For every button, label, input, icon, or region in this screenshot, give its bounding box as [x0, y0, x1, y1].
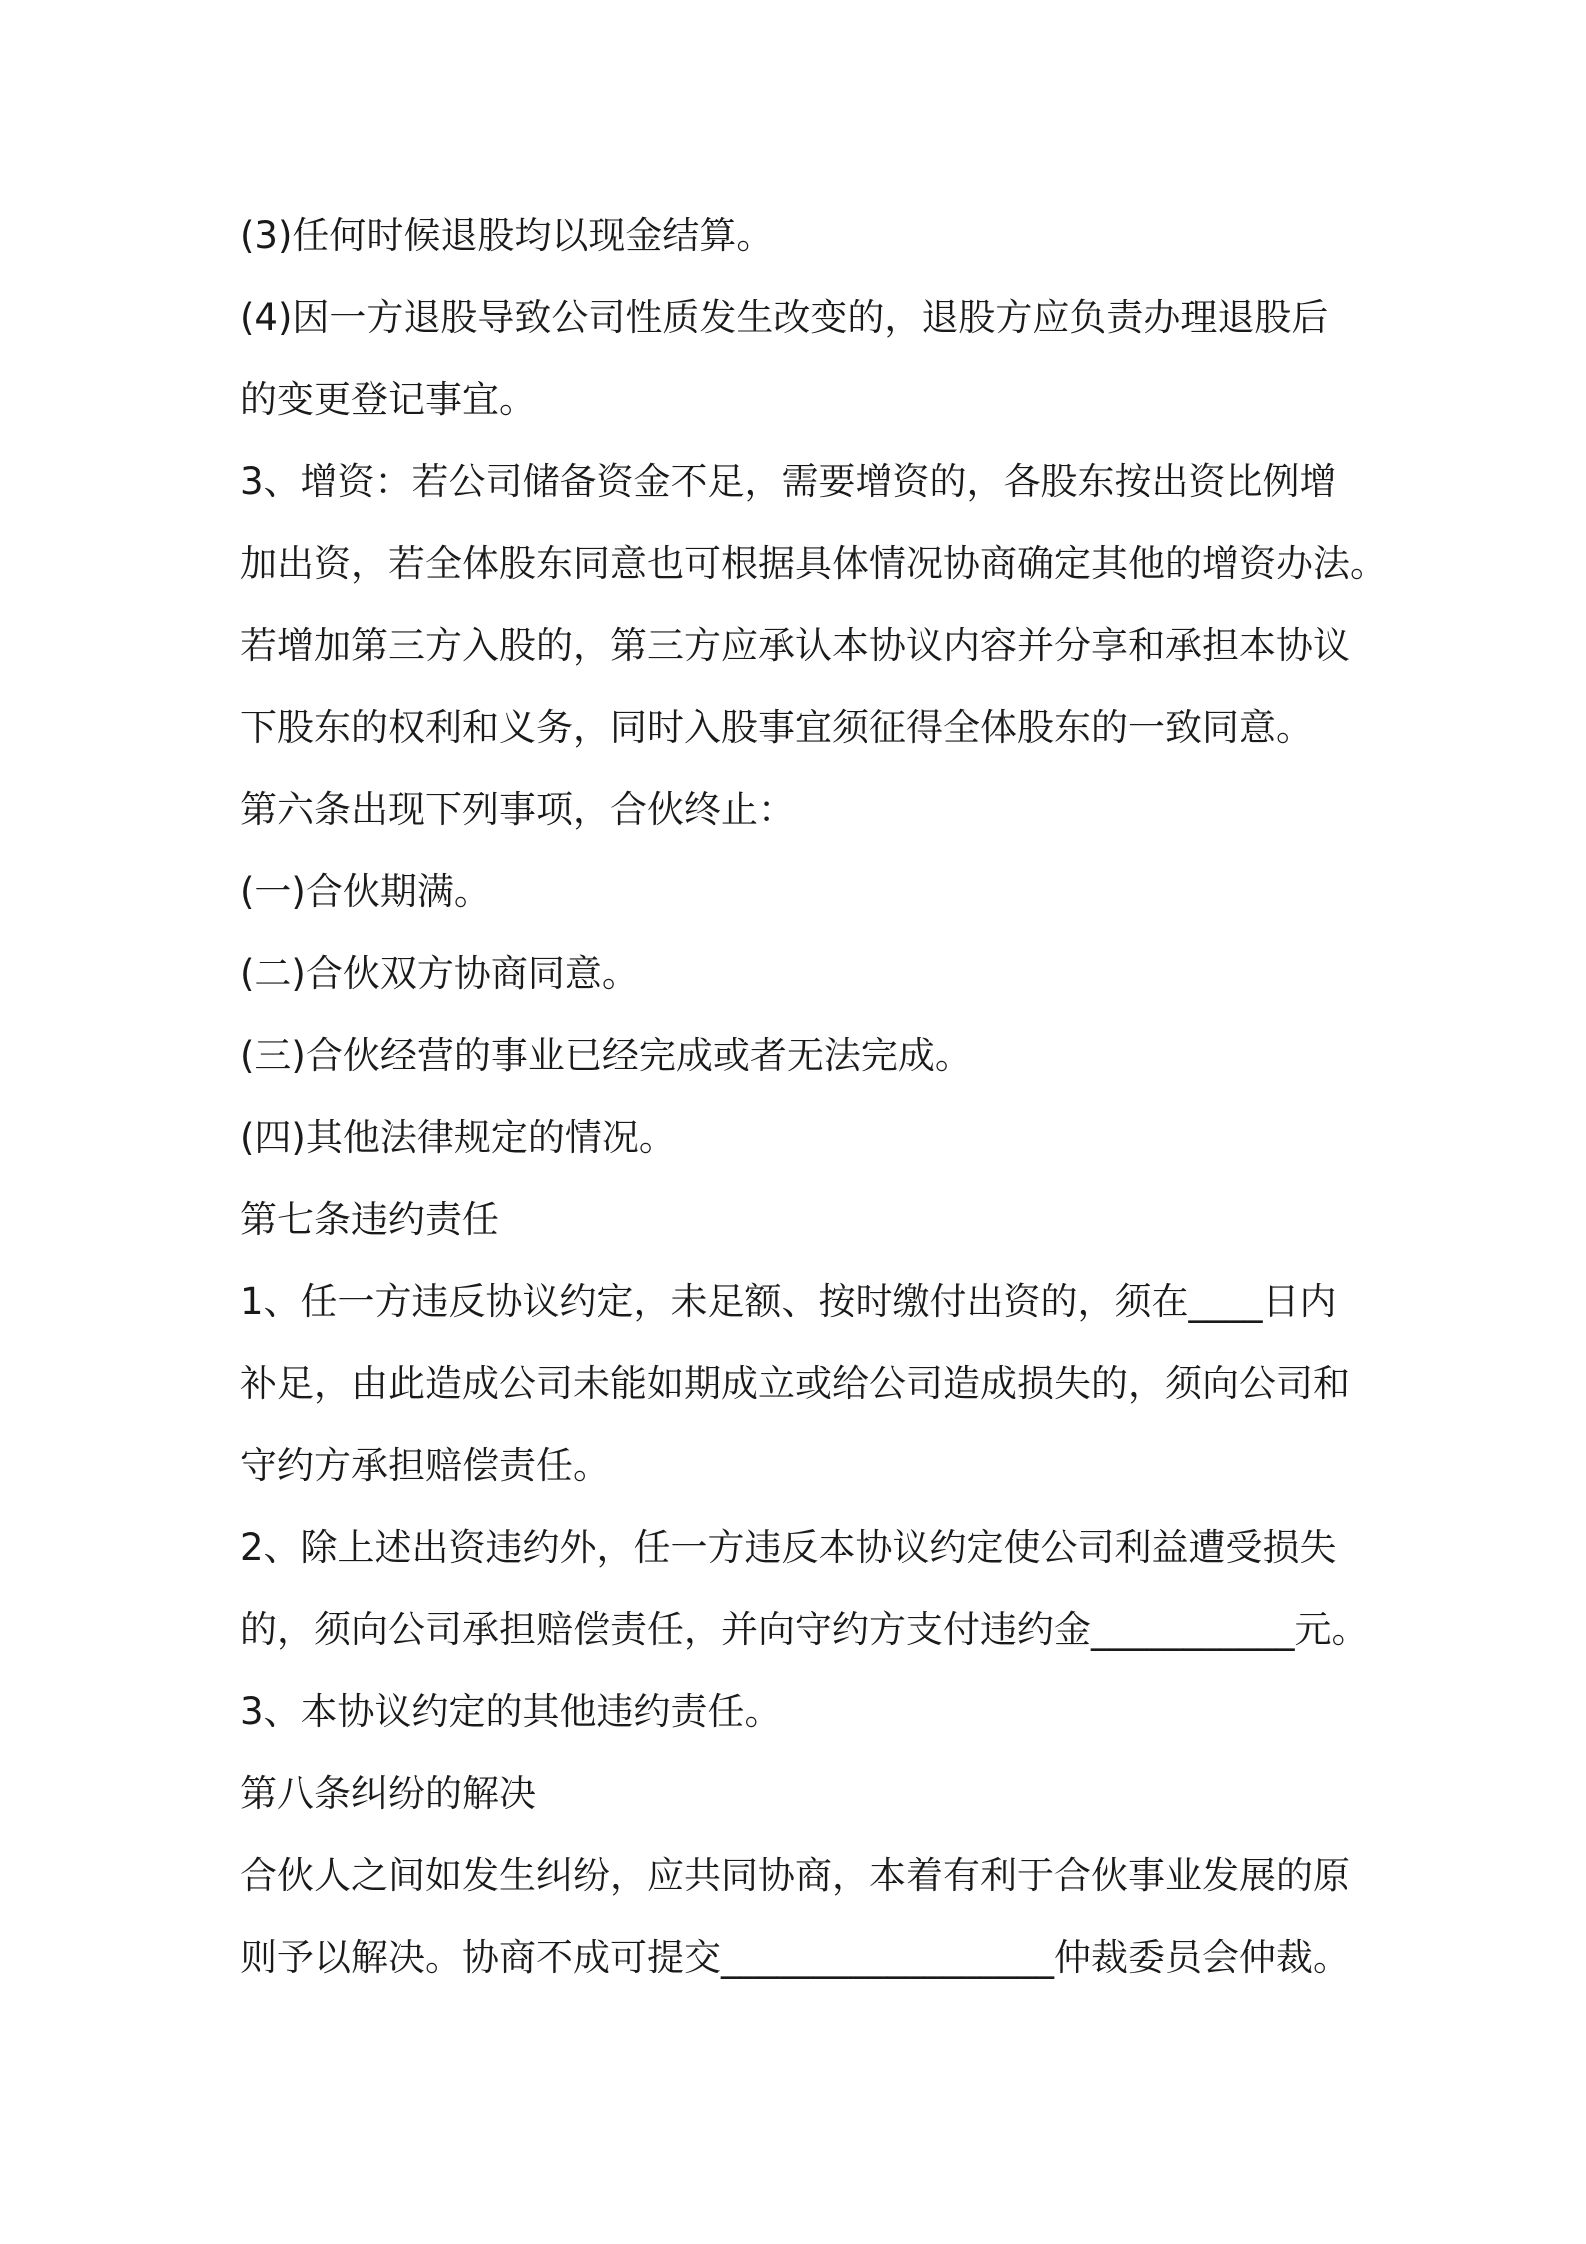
text-line: (3)任何时候退股均以现金结算。 [240, 214, 774, 257]
text-line: 守约方承担赔偿责任。 [240, 1444, 610, 1487]
text-line: (二)合伙双方协商同意。 [240, 952, 639, 995]
text-line: (4)因一方退股导致公司性质发生改变的，退股方应负责办理退股后 [240, 296, 1329, 339]
text-line: 的变更登记事宜。 [240, 378, 536, 421]
text-line: 的，须向公司承担赔偿责任，并向守约方支付违约金___________元。 [240, 1608, 1369, 1651]
document-body [240, 195, 1387, 1999]
text-line: 3、增资：若公司储备资金不足，需要增资的，各股东按出资比例增 [240, 460, 1337, 503]
text-line: 1、任一方违反协议约定，未足额、按时缴付出资的，须在____日内 [240, 1280, 1337, 1323]
text-line: (四)其他法律规定的情况。 [240, 1116, 676, 1159]
text-line: 合伙人之间如发生纠纷，应共同协商，本着有利于合伙事业发展的原 [240, 1854, 1350, 1897]
section-heading: 第六条出现下列事项，合伙终止： [240, 788, 795, 831]
text-line: 若增加第三方入股的，第三方应承认本协议内容并分享和承担本协议 [240, 624, 1350, 667]
text-line: 加出资，若全体股东同意也可根据具体情况协商确定其他的增资办法。 [240, 542, 1387, 585]
text-line: (一)合伙期满。 [240, 870, 491, 913]
text-line: 补足，由此造成公司未能如期成立或给公司造成损失的，须向公司和 [240, 1362, 1350, 1405]
text-line: 下股东的权利和义务，同时入股事宜须征得全体股东的一致同意。 [240, 706, 1313, 749]
section-heading: 第八条纠纷的解决 [240, 1772, 536, 1815]
text-line: 2、除上述出资违约外，任一方违反本协议约定使公司利益遭受损失 [240, 1526, 1337, 1569]
text-line: (三)合伙经营的事业已经完成或者无法完成。 [240, 1034, 972, 1077]
text-line: 则予以解决。协商不成可提交__________________仲裁委员会仲裁。 [240, 1936, 1350, 1979]
section-heading: 第七条违约责任 [240, 1198, 499, 1241]
text-line: 3、本协议约定的其他违约责任。 [240, 1690, 782, 1733]
